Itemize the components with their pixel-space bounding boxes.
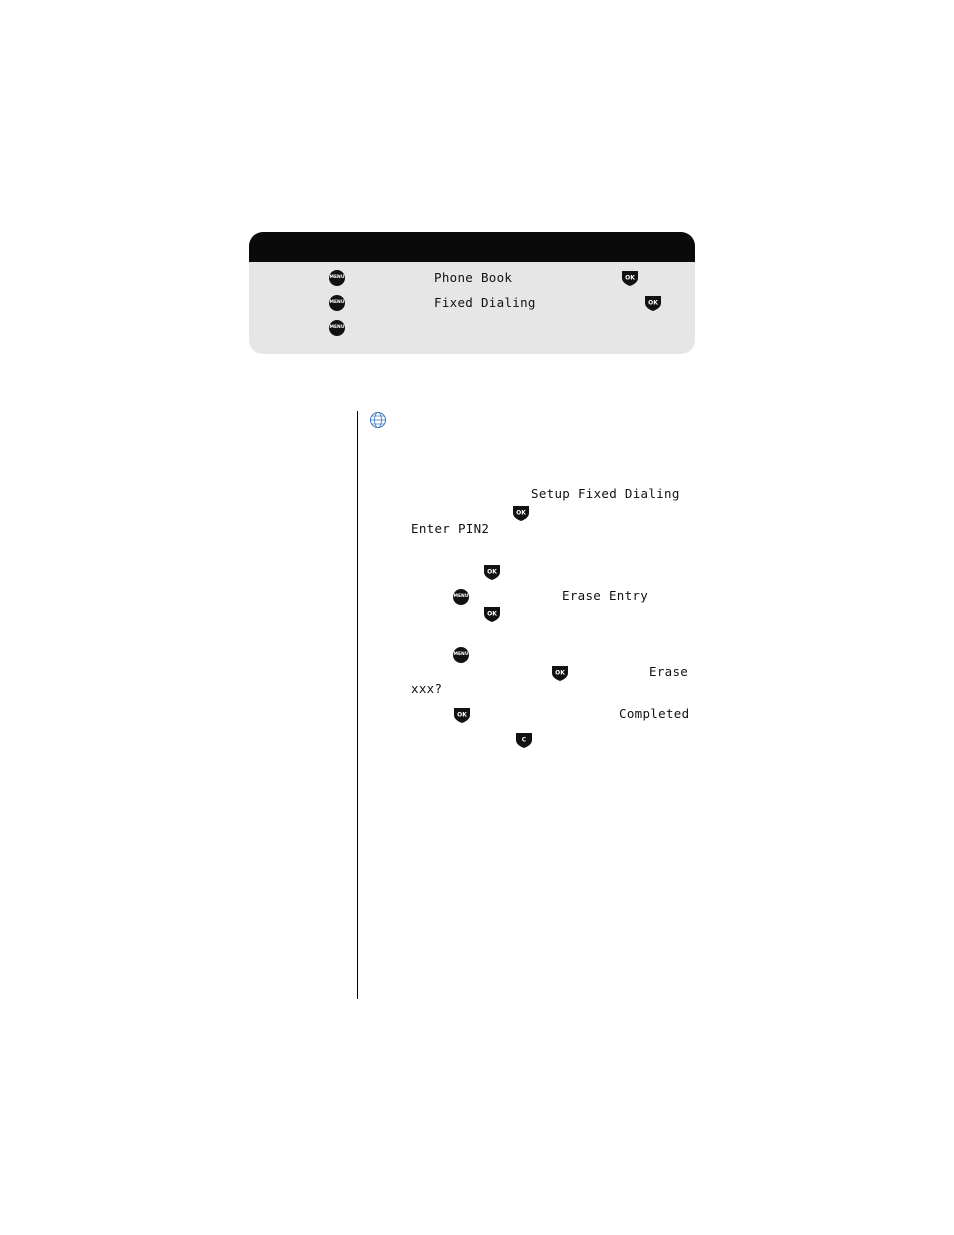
enter-pin2-text: Enter PIN2: [411, 521, 490, 536]
menu-key-icon: MENU: [453, 647, 469, 663]
clear-key-label: C: [521, 736, 527, 744]
ok-key-icon: [512, 504, 530, 522]
globe-icon: [369, 411, 387, 429]
svg-text:OK: OK: [487, 610, 497, 618]
ok-key-icon: [483, 605, 501, 623]
svg-text:OK: OK: [648, 299, 658, 307]
menu-key-icon: MENU: [329, 270, 345, 286]
svg-text:OK: OK: [555, 669, 565, 677]
ok-key-icon: [644, 294, 662, 312]
clear-key-icon: [515, 731, 533, 749]
svg-text:OK: OK: [516, 509, 526, 517]
svg-text:OK: OK: [457, 711, 467, 719]
ok-key-label: OK: [625, 274, 635, 282]
erase-entry-text: Erase Entry: [562, 588, 649, 603]
completed-text: Completed: [619, 706, 690, 721]
margin-rule: [357, 411, 358, 999]
ok-key-icon: [483, 563, 501, 581]
phone-book-label: Phone Book: [434, 270, 513, 285]
svg-text:OK: OK: [487, 568, 497, 576]
menu-key-icon: MENU: [329, 320, 345, 336]
menu-key-icon: MENU: [329, 295, 345, 311]
ok-key-icon: [551, 664, 569, 682]
fixed-dialing-label: Fixed Dialing: [434, 295, 536, 310]
erase-xxx-text: xxx?: [411, 681, 443, 696]
erase-text: Erase: [649, 664, 689, 679]
setup-fixed-dialing-text: Setup Fixed Dialing: [531, 486, 680, 501]
menu-path-header: [249, 232, 695, 262]
menu-path-box: [249, 232, 695, 354]
ok-key-icon: [621, 269, 639, 287]
ok-key-icon: [453, 706, 471, 724]
menu-key-icon: MENU: [453, 589, 469, 605]
